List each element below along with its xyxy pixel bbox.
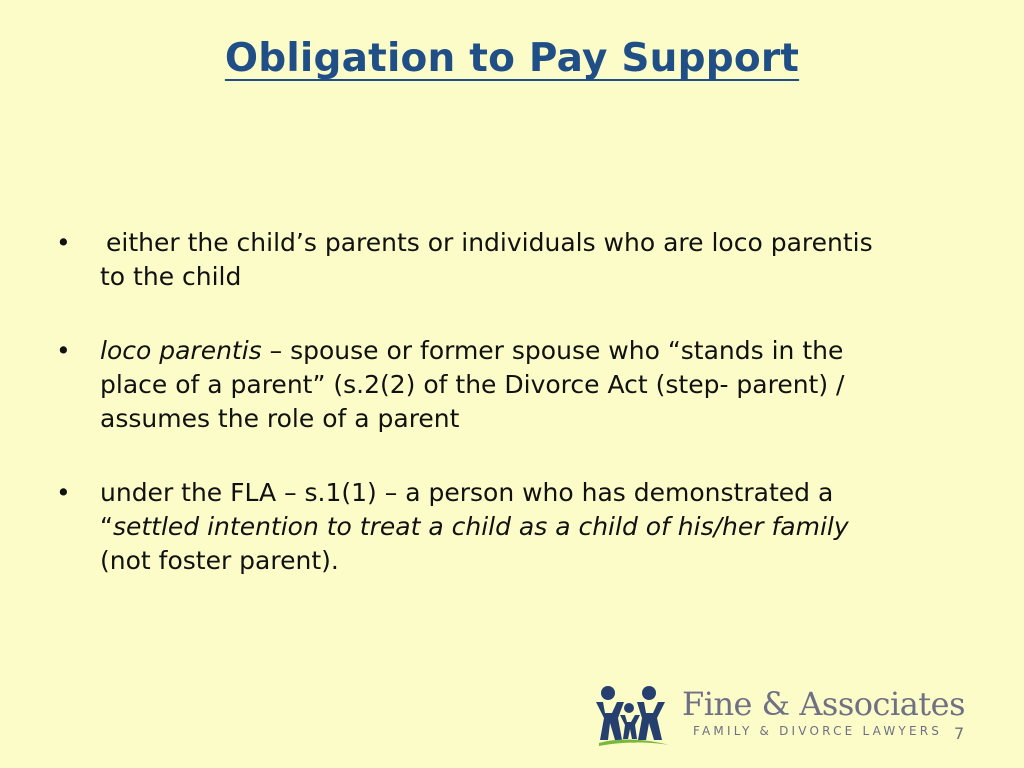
em-dash: – [261, 336, 291, 365]
bullet-item-loco-parentis [56, 334, 956, 436]
bullet-marker: • [56, 478, 71, 507]
company-logo [592, 684, 965, 746]
bullet-marker: • [56, 228, 71, 257]
bullet-line: to the child [100, 262, 242, 291]
bullet-item-parents [56, 226, 956, 294]
page-title: Obligation to Pay Support [224, 36, 800, 81]
logo-tagline: FAMILY & DIVORCE LAWYERS [693, 724, 943, 738]
bullet-line: (not foster parent). [100, 546, 339, 575]
italic-quote: settled intention to treat a child as a child of his/her family [112, 512, 849, 541]
bullet-line: either the child’s parents or individuals who are loco parentis [106, 228, 873, 257]
bullet-line: assumes the role of a parent [100, 404, 460, 433]
bullet-marker: • [56, 336, 71, 365]
opening-quote: “ [100, 512, 113, 541]
bullet-line: spouse or former spouse who “stands in the [290, 336, 844, 365]
bullet-line: place of a parent” (s.2(2) of the Divorce Act (step- parent) / [100, 370, 845, 399]
logo-name: Fine & Associates [682, 685, 965, 723]
page-number: 7 [954, 724, 965, 743]
bullet-list [56, 226, 956, 618]
family-figures-icon [592, 684, 674, 746]
bullet-line: under the FLA – s.1(1) – a person who has demonstrated a [100, 478, 834, 507]
bullet-item-fla [56, 476, 956, 578]
italic-term: loco parentis [100, 336, 262, 365]
